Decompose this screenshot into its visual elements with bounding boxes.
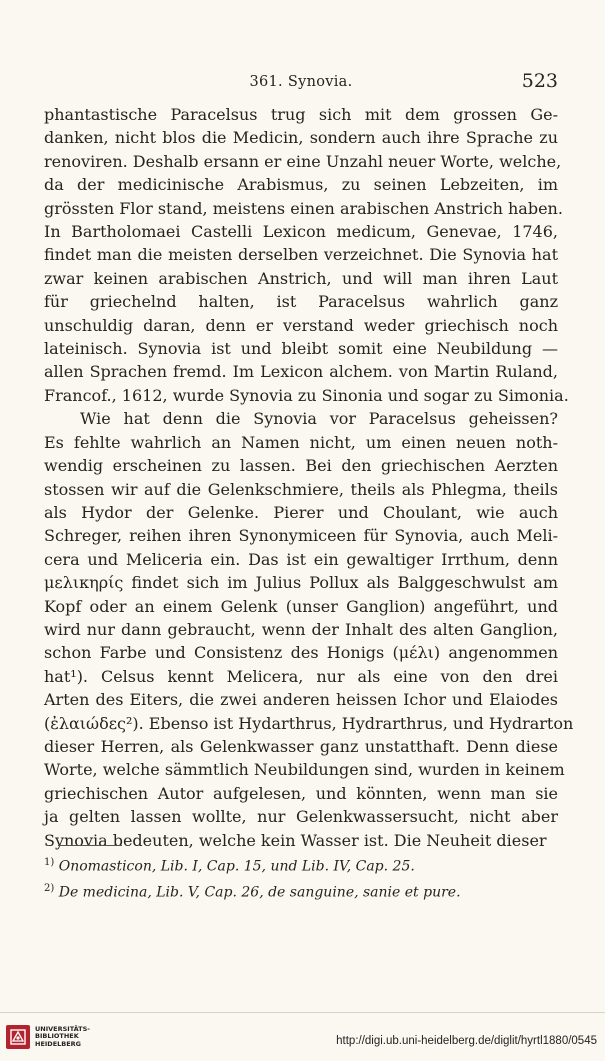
text-line: In Bartholomaei Castelli Lexicon medicum, Genevae, 1746, xyxy=(44,222,558,242)
text-line: wird nur dann gebraucht, wenn der Inhalt des alten Ganglion, xyxy=(44,619,558,639)
paragraph-2 xyxy=(44,407,574,852)
text-line: zwar keinen arabischen Anstrich, und will man ihren Laut xyxy=(44,268,558,288)
university-seal-icon xyxy=(6,1025,30,1049)
text-line: phantastische Paracelsus trug sich mit dem grossen Ge- xyxy=(44,105,558,124)
text-line: Arten des Eiters, die zwei anderen heissen Ichor und Elaiodes xyxy=(44,690,558,710)
text-line: cera und Meliceria ein. Das ist ein gewaltiger Irrthum, denn xyxy=(44,549,558,569)
footnotes xyxy=(44,852,558,903)
text-line: griechischen Autor aufgelesen, und könnten, wenn man sie xyxy=(44,783,558,803)
footnote-text: Onomasticon, Lib. I, Cap. 15, und Lib. IV, Cap. 25. xyxy=(58,858,415,875)
permalink-url[interactable]: http://digi.ub.uni-heidelberg.de/diglit/hyrtl1880/0545 xyxy=(336,1035,597,1047)
text-line: renoviren. Deshalb ersann er eine Unzahl neuer Worte, welche, xyxy=(44,151,562,171)
text-line: lateinisch. Synovia ist und bleibt somit eine Neubildung — xyxy=(44,339,558,359)
text-line: als Hydor der Gelenke. Pierer und Choulant, wie auch xyxy=(44,502,558,522)
text-line: findet man die meisten derselben verzeichnet. Die Synovia hat xyxy=(44,245,558,265)
text-line: Es fehlte wahrlich an Namen nicht, um einen neuen noth- xyxy=(44,432,558,452)
text-line: stossen wir auf die Gelenkschmiere, theils als Phlegma, theils xyxy=(44,479,558,499)
footnote-text: De medicina, Lib. V, Cap. 26, de sanguine, sanie et pure. xyxy=(58,884,461,901)
text-line: schon Farbe und Consistenz des Honigs (μέλι) angenommen xyxy=(44,643,558,663)
text-line: (ἐλαιώδες²). Ebenso ist Hydarthrus, Hydrarthrus, und Hydrarton xyxy=(44,713,574,733)
text-line: Synovia bedeuten, welche kein Wasser ist. Die Neuheit dieser xyxy=(44,830,547,850)
page-header xyxy=(44,70,558,94)
running-title: 361. Synovia. xyxy=(249,74,353,90)
body-text xyxy=(44,103,574,852)
library-name-line: UNIVERSITÄTS- xyxy=(35,1024,90,1033)
footnote-1 xyxy=(44,852,558,878)
text-line: dieser Herren, als Gelenkwasser ganz unstatthaft. Denn diese xyxy=(44,736,558,756)
text-line: Kopf oder an einem Gelenk (unser Ganglion) angeführt, und xyxy=(44,596,558,616)
library-logo[interactable] xyxy=(6,1025,90,1049)
text-line: grössten Flor stand, meistens einen arabischen Anstrich haben. xyxy=(44,198,563,218)
library-name-line: BIBLIOTHEK xyxy=(35,1032,79,1041)
text-line: für griechelnd halten, ist Paracelsus wahrlich ganz xyxy=(44,292,558,312)
text-line: wendig erscheinen zu lassen. Bei den griechischen Aerzten xyxy=(44,456,558,476)
text-line: Francof., 1612, wurde Synovia zu Sinonia und sogar zu Simonia. xyxy=(44,385,569,405)
library-name xyxy=(35,1026,90,1049)
footnote-2 xyxy=(44,878,558,904)
footnote-marker: 1) xyxy=(44,857,55,868)
text-line: da der medicinische Arabismus, zu seinen Lebzeiten, im xyxy=(44,175,558,195)
text-line: Wie hat denn die Synovia vor Paracelsus geheissen? xyxy=(80,409,558,429)
text-line: allen Sprachen fremd. Im Lexicon alchem. von Martin Ruland, xyxy=(44,362,558,382)
text-line: Worte, welche sämmtlich Neubildungen sind, wurden in keinem xyxy=(44,760,565,780)
footnote-divider xyxy=(58,845,122,846)
footnote-marker: 2) xyxy=(44,882,55,894)
text-line: unschuldig daran, denn er verstand weder griechisch noch xyxy=(44,315,558,335)
text-line: ja gelten lassen wollte, nur Gelenkwassersucht, nicht aber xyxy=(44,807,558,827)
paragraph-1 xyxy=(44,103,569,407)
text-line: Schreger, reihen ihren Synonymiceen für Synovia, auch Meli- xyxy=(44,526,558,546)
text-line: hat¹). Celsus kennt Melicera, nur als eine von den drei xyxy=(44,666,558,686)
viewer-footer xyxy=(0,1012,605,1061)
text-line: μελικηρίς findet sich im Julius Pollux als Balggeschwulst am xyxy=(44,573,558,593)
library-name-line: HEIDELBERG xyxy=(35,1039,82,1048)
page-number: 523 xyxy=(521,70,558,92)
text-line: danken, nicht blos die Medicin, sondern auch ihre Sprache zu xyxy=(44,128,558,148)
